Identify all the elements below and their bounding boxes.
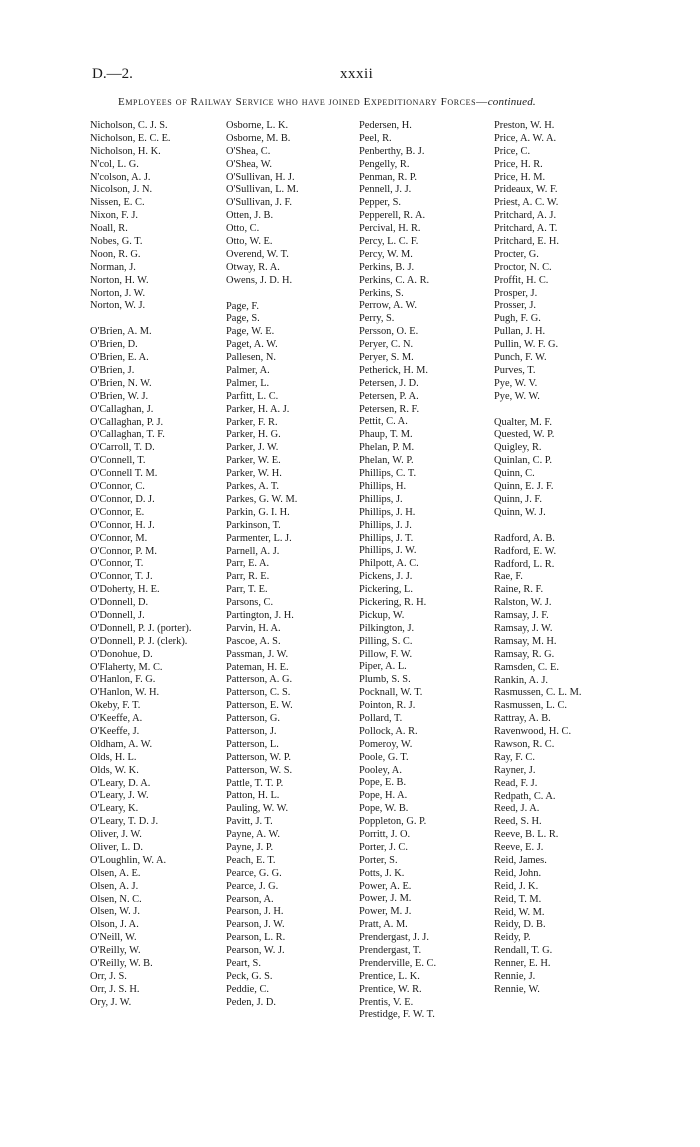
- list-item: Prendergast, J. J.: [359, 932, 429, 944]
- list-item: O'Carroll, T. D.: [90, 442, 155, 454]
- list-item: Penman, R. P.: [359, 171, 418, 183]
- list-item: Punch, F. W.: [494, 352, 547, 364]
- list-item: Reid, James.: [494, 854, 547, 866]
- list-item: Phillips, H.: [359, 480, 407, 492]
- list-item: Phillips, J. T.: [359, 532, 414, 544]
- page-title: [118, 96, 658, 108]
- list-item: Nobes, G. T.: [90, 236, 143, 248]
- list-item: Noall, R.: [90, 223, 128, 235]
- list-item: Reid, John.: [494, 867, 542, 879]
- list-item: Pearce, J. G.: [226, 880, 279, 892]
- list-item: O'Donnell, D.: [90, 597, 149, 609]
- list-item: Price, H. R.: [494, 158, 543, 170]
- list-item: Radford, A. B.: [494, 532, 555, 544]
- list-item: O'Donohue, D.: [90, 648, 153, 660]
- list-item: Pugh, F. G.: [494, 313, 541, 325]
- list-item: Peryer, C. N.: [359, 339, 414, 351]
- list-item: Pilkington, J.: [359, 622, 415, 634]
- list-item: Patterson, W. P.: [226, 751, 291, 763]
- list-item: O'Reilly, W. B.: [90, 958, 153, 969]
- list-item: Reed, J. A.: [494, 803, 540, 815]
- list-item: Perkins, S.: [359, 287, 404, 299]
- list-item: Norton, H. W.: [90, 274, 149, 286]
- list-item: Osborne, M. B.: [226, 132, 291, 144]
- list-item: Overend, W. T.: [226, 248, 289, 260]
- list-item: Patterson, G.: [226, 713, 280, 725]
- list-item: Pettit, C. A.: [359, 416, 408, 428]
- list-item: Priest, A. C. W.: [494, 197, 559, 209]
- list-item: Proctor, N. C.: [494, 261, 552, 273]
- list-item: Rayner, J.: [494, 764, 536, 776]
- list-item: Parnell, A. J.: [226, 545, 280, 557]
- list-item: Quinn, E. J. F.: [494, 481, 554, 493]
- list-item: Owens, J. D. H.: [226, 274, 293, 286]
- list-item: O'Sullivan, H. J.: [226, 171, 295, 183]
- list-item: Proffit, H. C.: [494, 274, 549, 286]
- list-item: Rennie, J.: [494, 971, 536, 982]
- title-continued: continued.: [487, 96, 536, 108]
- list-item: Pearson, J. W.: [226, 919, 285, 931]
- list-item: Rankin, A. J.: [494, 674, 548, 686]
- list-item: O'Callaghan, J.: [90, 403, 154, 415]
- list-item: Pollard, T.: [359, 712, 403, 724]
- list-item: Prentice, W. R.: [359, 983, 422, 995]
- list-item: Nixon, F. J.: [90, 210, 138, 222]
- list-item: O'Shea, C.: [226, 145, 271, 157]
- list-item: O'Sullivan, J. F.: [226, 197, 292, 209]
- list-item: Pengelly, R.: [359, 158, 410, 170]
- list-item: Partington, J. H.: [226, 609, 294, 621]
- list-item: Olsen, A. E.: [90, 867, 141, 879]
- list-item: O'Brien, A. M.: [90, 326, 152, 338]
- list-item: Pearson, W. J.: [226, 945, 285, 957]
- list-item: Phillips, J. W.: [359, 545, 417, 557]
- list-item: Okeby, F. T.: [90, 700, 141, 712]
- list-item: Procter, G.: [494, 248, 539, 260]
- list-item: Perrow, A. W.: [359, 300, 417, 312]
- list-item: Plumb, S. S.: [359, 674, 411, 686]
- list-item: O'Connell, T.: [90, 455, 146, 467]
- list-item: Pearce, G. G.: [226, 867, 282, 879]
- list-item: Redpath, C. A.: [494, 790, 556, 802]
- list-item: Prosper, J.: [494, 287, 538, 299]
- list-item: Paget, A. W.: [226, 339, 278, 351]
- list-item: Nicholson, H. K.: [90, 145, 161, 157]
- list-item: Parr, E. A.: [226, 558, 270, 570]
- list-item: Rae, F.: [494, 571, 523, 583]
- list-item: Norton, J. W.: [90, 287, 146, 299]
- name-column-4: [494, 120, 632, 997]
- list-item: O'Connor, M.: [90, 532, 148, 544]
- list-item: O'Donnell, J.: [90, 609, 145, 621]
- list-item: Prendergast, T.: [359, 945, 422, 956]
- list-item: Patton, H. L.: [226, 790, 280, 802]
- list-item: Olsen, N. C.: [90, 893, 142, 905]
- list-item: Parsons, C.: [226, 597, 274, 609]
- list-item: Petersen, P. A.: [359, 390, 419, 402]
- list-item: Ravenwood, H. C.: [494, 726, 572, 738]
- list-item: Prosser, J.: [494, 300, 537, 312]
- list-item: Prenderville, E. C.: [359, 957, 437, 969]
- list-item: Parker, F. R.: [226, 416, 278, 428]
- name-column-3: [359, 120, 497, 1022]
- list-item: Osborne, L. K.: [226, 120, 289, 131]
- list-item: Persson, O. E.: [359, 326, 419, 338]
- list-item: O'Hanlon, F. G.: [90, 674, 156, 686]
- list-item: Parker, W. H.: [226, 468, 282, 480]
- list-item: Parker, W. E.: [226, 455, 281, 467]
- list-item: Petersen, J. D.: [359, 377, 419, 389]
- list-item: Philpott, A. C.: [359, 558, 419, 570]
- list-item: Parr, R. E.: [226, 571, 270, 583]
- list-item: Rennie, W.: [494, 983, 540, 995]
- list-item: Noon, R. G.: [90, 248, 141, 260]
- list-item: O'Connor, D. J.: [90, 493, 155, 505]
- list-item: Ramsay, J. F.: [494, 610, 549, 622]
- list-item: Page, S.: [226, 313, 260, 325]
- list-item: Peddie, C.: [226, 983, 270, 995]
- list-item: Orr, J. S.: [90, 970, 127, 982]
- list-item: Parkin, G. I. H.: [226, 506, 290, 518]
- list-item: Poppleton, G. P.: [359, 816, 427, 828]
- list-item: O'Connor, H. J.: [90, 519, 155, 531]
- list-item: Pickup, W.: [359, 609, 405, 621]
- list-item: Pye, W. V.: [494, 377, 538, 389]
- list-item: Reid, T. M.: [494, 893, 542, 905]
- list-item: Pooley, A.: [359, 764, 402, 776]
- list-item: Pye, W. W.: [494, 390, 540, 402]
- list-item: Quested, W. P.: [494, 429, 555, 441]
- list-item: Pritchard, E. H.: [494, 236, 559, 248]
- list-item: O'Brien, N. W.: [90, 377, 152, 389]
- list-item: Ory, J. W.: [90, 996, 132, 1008]
- list-item: Parmenter, L. J.: [226, 532, 292, 544]
- list-item: Porter, S.: [359, 854, 398, 866]
- list-item: Pickens, J. J.: [359, 571, 413, 583]
- list-item: Purves, T.: [494, 364, 536, 376]
- list-item: Price, C.: [494, 145, 531, 157]
- list-item: Pearson, L. R.: [226, 932, 286, 944]
- list-item: Renner, E. H.: [494, 958, 551, 970]
- list-item: Pepperell, R. A.: [359, 210, 426, 222]
- list-item: O'Keeffe, J.: [90, 725, 140, 737]
- list-item: Perkins, B. J.: [359, 261, 415, 273]
- list-item: O'Connell T. M.: [90, 468, 158, 480]
- list-item: Ramsden, C. E.: [494, 661, 559, 673]
- list-item: Pedersen, H.: [359, 120, 412, 131]
- page-number: xxxii: [340, 66, 374, 82]
- list-item: Patterson, A. G.: [226, 674, 293, 686]
- list-item: Olsen, W. J.: [90, 906, 140, 918]
- list-item: Phillips, J.: [359, 493, 403, 505]
- list-item: Pritchard, A. J.: [494, 210, 557, 222]
- list-item: Power, M. J.: [359, 906, 412, 918]
- list-item: O'Brien, W. J.: [90, 390, 149, 402]
- list-item: Page, W. E.: [226, 326, 275, 338]
- list-item: Potts, J. K.: [359, 867, 405, 879]
- list-item: Reeve, E. J.: [494, 842, 544, 854]
- list-item: O'Leary, T. D. J.: [90, 816, 159, 828]
- list-item: O'Flaherty, M. C.: [90, 661, 163, 673]
- list-item: Payne, A. W.: [226, 829, 280, 841]
- list-item: Parfitt, L. C.: [226, 390, 279, 402]
- list-item: Patterson, C. S.: [226, 687, 291, 699]
- list-item: Percy, L. C. F.: [359, 236, 419, 248]
- list-item: Otto, C.: [226, 223, 260, 235]
- list-item: Pearson, J. H.: [226, 906, 284, 918]
- list-item: Parr, T. E.: [226, 584, 268, 596]
- list-item: Pomeroy, W.: [359, 738, 413, 750]
- list-item: Phaup, T. M.: [359, 429, 413, 441]
- list-item: Phillips, J. J.: [359, 519, 412, 531]
- list-item: Peach, E. T.: [226, 854, 276, 866]
- list-item: Ralston, W. J.: [494, 597, 552, 609]
- list-item: Pascoe, A. S.: [226, 635, 281, 647]
- list-item: Palmer, A.: [226, 365, 270, 377]
- list-item: Olds, W. K.: [90, 764, 139, 776]
- list-item: O'Neill, W.: [90, 932, 137, 944]
- list-item: Prentis, V. E.: [359, 996, 414, 1008]
- list-item: O'Sullivan, L. M.: [226, 184, 299, 196]
- list-item: Rawson, R. C.: [494, 738, 555, 750]
- list-item: Patterson, L.: [226, 738, 279, 750]
- list-item: Peel, R.: [359, 132, 392, 144]
- list-item: Pratt, A. M.: [359, 919, 408, 931]
- list-item: Percy, W. M.: [359, 248, 413, 260]
- list-item: Pritchard, A. T.: [494, 223, 558, 235]
- list-item: Prideaux, W. F.: [494, 184, 558, 196]
- list-item: Quinlan, C. P.: [494, 455, 553, 467]
- list-item: Nissen, E. C.: [90, 197, 145, 209]
- list-item: Phillips, C. T.: [359, 468, 417, 480]
- list-item: Oldham, A. W.: [90, 738, 153, 750]
- list-item: Olson, J. A.: [90, 919, 139, 931]
- list-item: Parker, H. G.: [226, 429, 281, 441]
- list-item: Olds, H. L.: [90, 751, 137, 763]
- name-column-2: [226, 120, 364, 1010]
- list-item: Phelan, P. M.: [359, 442, 415, 454]
- list-item: O'Loughlin, W. A.: [90, 854, 167, 866]
- list-item: O'Brien, J.: [90, 365, 135, 377]
- list-item: Phelan, W. P.: [359, 455, 414, 467]
- list-item: Read, F. J.: [494, 777, 538, 789]
- list-item: Pointon, R. J.: [359, 700, 416, 712]
- list-item: Pearson, A.: [226, 893, 274, 905]
- list-item: O'Connor, E.: [90, 506, 145, 518]
- list-item: Pattle, T. T. P.: [226, 777, 284, 789]
- list-item: Parkes, G. W. M.: [226, 493, 298, 505]
- list-item: Otten, J. B.: [226, 210, 274, 222]
- list-item: Pilling, S. C.: [359, 635, 413, 647]
- list-item: Parker, J. W.: [226, 442, 279, 454]
- list-item: Passman, J. W.: [226, 648, 289, 660]
- list-item: Pollock, A. R.: [359, 725, 418, 737]
- list-item: O'Keeffe, A.: [90, 713, 143, 725]
- list-item: O'Connor, P. M.: [90, 545, 157, 557]
- list-item: O'Shea, W.: [226, 158, 273, 170]
- list-item: Raine, R. F.: [494, 584, 544, 596]
- list-item: Radford, E. W.: [494, 545, 557, 557]
- list-item: Parker, H. A. J.: [226, 403, 290, 415]
- list-item: Olsen, A. J.: [90, 880, 139, 892]
- list-item: Norman, J.: [90, 261, 136, 273]
- list-item: Pope, E. B.: [359, 777, 407, 789]
- list-item: Oliver, J. W.: [90, 829, 142, 841]
- list-item: O'Doherty, H. E.: [90, 584, 160, 596]
- list-item: Nicholson, C. J. S.: [90, 120, 168, 131]
- list-item: Preston, W. H.: [494, 120, 555, 131]
- list-item: Reidy, P.: [494, 932, 531, 944]
- list-item: O'Donnell, P. J. (porter).: [90, 622, 192, 634]
- list-item: Power, A. E.: [359, 880, 412, 892]
- list-item: Phillips, J. H.: [359, 506, 416, 518]
- list-item: O'Leary, D. A.: [90, 777, 151, 789]
- list-item: Petherick, H. M.: [359, 364, 428, 376]
- list-item: Parkes, A. T.: [226, 481, 280, 493]
- list-item: N'col, L. G.: [90, 158, 139, 170]
- list-item: Otto, W. E.: [226, 236, 273, 248]
- list-item: Piper, A. L.: [359, 661, 407, 673]
- list-item: Perry, S.: [359, 313, 395, 325]
- list-item: O'Callaghan, T. F.: [90, 429, 165, 441]
- name-column-1: [90, 120, 228, 1010]
- list-item: Patterson, E. W.: [226, 700, 293, 712]
- list-item: O'Donnell, P. J. (clerk).: [90, 635, 188, 647]
- list-item: Perkins, C. A. R.: [359, 274, 430, 286]
- list-item: Pillow, F. W.: [359, 648, 413, 660]
- list-item: Pope, W. B.: [359, 803, 409, 815]
- list-item: Pallesen, N.: [226, 352, 276, 364]
- list-item: Pullan, J. H.: [494, 326, 546, 338]
- list-item: Qualter, M. F.: [494, 416, 552, 428]
- list-item: Price, H. M.: [494, 171, 546, 183]
- list-item: Radford, L. R.: [494, 558, 555, 570]
- list-item: Rendall, T. G.: [494, 945, 553, 957]
- list-item: Prentice, L. K.: [359, 970, 420, 982]
- list-item: Reed, S. H.: [494, 816, 542, 828]
- list-item: Nicolson, J. N.: [90, 184, 153, 196]
- list-item: Peck, G. S.: [226, 970, 273, 982]
- list-item: Orr, J. S. H.: [90, 983, 140, 995]
- list-item: O'Reilly, W.: [90, 945, 141, 957]
- list-item: Price, A. W. A.: [494, 132, 557, 144]
- list-item: Oliver, L. D.: [90, 841, 143, 853]
- list-item: Reid, W. M.: [494, 906, 545, 918]
- list-item: Ray, F. C.: [494, 751, 535, 763]
- list-item: Patterson, J.: [226, 725, 277, 737]
- list-item: Reeve, B. L. R.: [494, 829, 559, 841]
- list-item: Ramsay, R. G.: [494, 648, 555, 660]
- list-item: N'colson, A. J.: [90, 171, 151, 183]
- list-item: Pope, H. A.: [359, 790, 408, 802]
- list-item: O'Connor, C.: [90, 481, 145, 493]
- list-item: Reid, J. K.: [494, 880, 539, 892]
- list-item: Quinn, J. F.: [494, 493, 542, 505]
- list-item: Parvin, H. A.: [226, 622, 281, 634]
- list-item: Norton, W. J.: [90, 300, 146, 312]
- list-item: Quinn, W. J.: [494, 506, 546, 518]
- list-item: Reidy, D. B.: [494, 919, 546, 931]
- list-item: O'Hanlon, W. H.: [90, 687, 160, 699]
- list-item: Quigley, R.: [494, 442, 542, 454]
- list-item: Porritt, J. O.: [359, 828, 411, 840]
- list-item: Page, F.: [226, 300, 259, 312]
- list-item: Petersen, R. F.: [359, 403, 420, 415]
- list-item: Quinn, C.: [494, 468, 535, 480]
- list-item: Patterson, W. S.: [226, 764, 293, 776]
- list-item: Pickering, L.: [359, 584, 413, 596]
- list-item: Pateman, H. E.: [226, 661, 289, 673]
- list-item: Rattray, A. B.: [494, 713, 551, 725]
- list-item: Rasmussen, L. C.: [494, 700, 568, 712]
- list-item: Pocknall, W. T.: [359, 687, 423, 699]
- list-item: Peart, S.: [226, 958, 261, 969]
- list-item: Pickering, R. H.: [359, 596, 427, 608]
- list-item: Percival, H. R.: [359, 223, 421, 235]
- list-item: Payne, J. P.: [226, 841, 274, 853]
- list-item: Pauling, W. W.: [226, 803, 289, 815]
- list-item: Rasmussen, C. L. M.: [494, 687, 582, 699]
- list-item: O'Brien, D.: [90, 339, 138, 351]
- list-item: Ramsay, J. W.: [494, 622, 553, 634]
- list-item: Pepper, S.: [359, 197, 402, 209]
- list-item: Peryer, S. M.: [359, 352, 414, 364]
- list-item: O'Brien, E. A.: [90, 352, 149, 364]
- list-item: Palmer, L.: [226, 377, 270, 389]
- page-reference: D.—2.: [92, 66, 133, 82]
- list-item: Prestidge, F. W. T.: [359, 1009, 435, 1021]
- title-main: Employees of Railway Service who have joined Expeditionary Forces—: [118, 96, 488, 108]
- list-item: Pennell, J. J.: [359, 184, 412, 196]
- list-item: Nicholson, E. C. E.: [90, 132, 171, 144]
- list-item: O'Leary, K.: [90, 803, 139, 815]
- list-item: Pullin, W. F. G.: [494, 339, 559, 351]
- list-item: Power, J. M.: [359, 893, 412, 905]
- list-item: Poole, G. T.: [359, 751, 409, 763]
- list-item: Pavitt, J. T.: [226, 816, 273, 828]
- list-item: O'Connor, T. J.: [90, 571, 153, 583]
- list-item: Otway, R. A.: [226, 261, 280, 273]
- list-item: Parkinson, T.: [226, 519, 281, 531]
- list-item: Porter, J. C.: [359, 841, 408, 853]
- list-item: O'Leary, J. W.: [90, 790, 149, 802]
- list-item: Penberthy, B. J.: [359, 145, 425, 157]
- list-item: O'Callaghan, P. J.: [90, 416, 164, 428]
- list-item: Peden, J. D.: [226, 996, 276, 1008]
- list-item: O'Connor, T.: [90, 558, 144, 570]
- list-item: Ramsay, M. H.: [494, 635, 557, 647]
